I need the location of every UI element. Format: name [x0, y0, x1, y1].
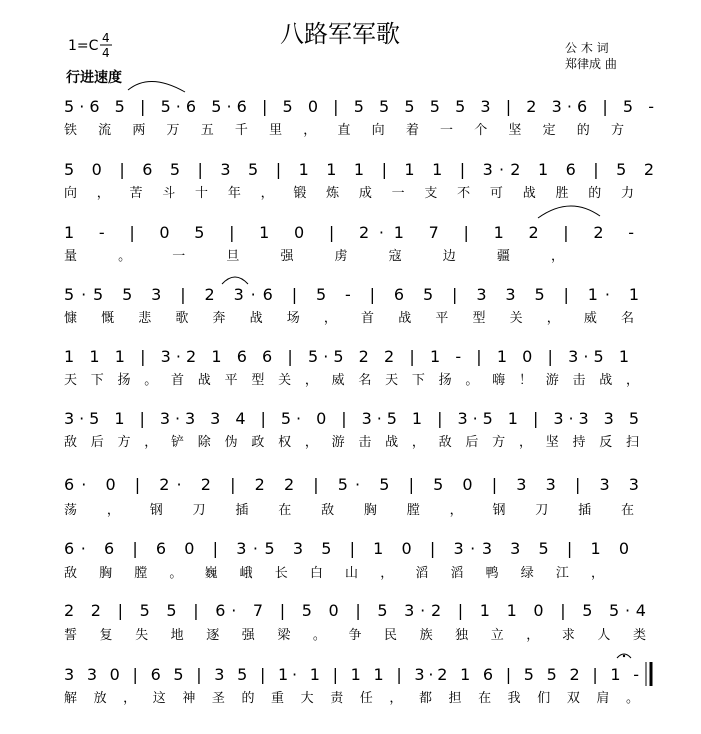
time-signature-bottom: 4 — [102, 46, 110, 60]
lyrics-row-5: 天下扬。首战平型关，威名天下扬。嗨！游击战， — [64, 373, 639, 388]
notes-row-7: 6· 0 | 2· 2 | 2 2 | 5· 5 | 5 0 | 3 3 | 3 3 — [64, 475, 639, 494]
lyrics-row-2: 向，苦斗十年，锻炼成一支不可战胜的力 — [64, 186, 635, 201]
notes-row-1: 5·6 5 | 5·6 5·6 | 5 0 | 5 5 5 5 5 3 | 2 3·6 | 5 - — [64, 97, 654, 116]
lyrics-row-4: 慷慨悲歌奔战场，首战平型关，威名 — [64, 311, 634, 326]
slur-1 — [128, 81, 185, 92]
notes-row-4: 5·5 5 3 | 2 3·6 | 5 - | 6 5 | 3 3 5 | 1· 1 — [64, 285, 639, 304]
score-rows — [64, 97, 654, 706]
song-title: 八路军军歌 — [280, 20, 400, 48]
lyricist-credit: 公 木 词 — [565, 41, 609, 55]
notes-row-9: 2 2 | 5 5 | 6· 7 | 5 0 | 5 3·2 | 1 1 0 | 5 5·4 — [64, 601, 646, 620]
notes-row-2: 5 0 | 6 5 | 3 5 | 1 1 1 | 1 1 | 3·2 1 6 | 5 2 — [64, 160, 654, 179]
notes-row-8: 6· 6 | 6 0 | 3·5 3 5 | 1 0 | 3·3 3 5 | 1 0 — [64, 539, 630, 558]
lyrics-row-6: 敌后方，铲除伪政权，游击战，敌后方，坚持反扫 — [64, 435, 639, 450]
time-signature-top: 4 — [102, 31, 110, 45]
lyrics-row-3: 量。一旦强虏寇边疆， — [64, 249, 564, 264]
notes-row-6: 3·5 1 | 3·3 3 4 | 5· 0 | 3·5 1 | 3·5 1 | 3·3 3 5 — [64, 409, 640, 428]
notes-row-10: 3 3 0 | 6 5 | 3 5 | 1· 1 | 1 1 | 3·2 1 6 | 5 5 2 | 1 - — [64, 665, 640, 684]
composer-credit: 郑律成 曲 — [565, 57, 617, 71]
fermata-dot — [623, 655, 625, 657]
lyrics-row-10: 解放，这神圣的重大责任，都担在我们双肩。 — [64, 691, 639, 706]
slur-3 — [222, 277, 248, 284]
lyrics-row-7: 荡，钢刀插在敌胸膛，钢刀插在 — [64, 503, 634, 518]
key-signature: 1=C — [68, 38, 99, 54]
lyrics-row-1: 铁流两万五千里，直向着一个坚定的方 — [64, 123, 624, 138]
lyrics-row-8: 敌胸膛。巍峨长白山，滔滔鸭绿江， — [64, 566, 604, 581]
tempo-marking: 行进速度 — [66, 70, 122, 86]
slur-2 — [538, 206, 600, 218]
notes-row-5: 1 1 1 | 3·2 1 6 6 | 5·5 2 2 | 1 - | 1 0 | 3·5 1 — [64, 347, 629, 366]
lyrics-row-9: 誓复失地逐强梁。争民族独立，求人类 — [64, 628, 646, 643]
notes-row-3: 1 - | 0 5 | 1 0 | 2·1 7 | 1 2 | 2 - — [64, 223, 634, 242]
